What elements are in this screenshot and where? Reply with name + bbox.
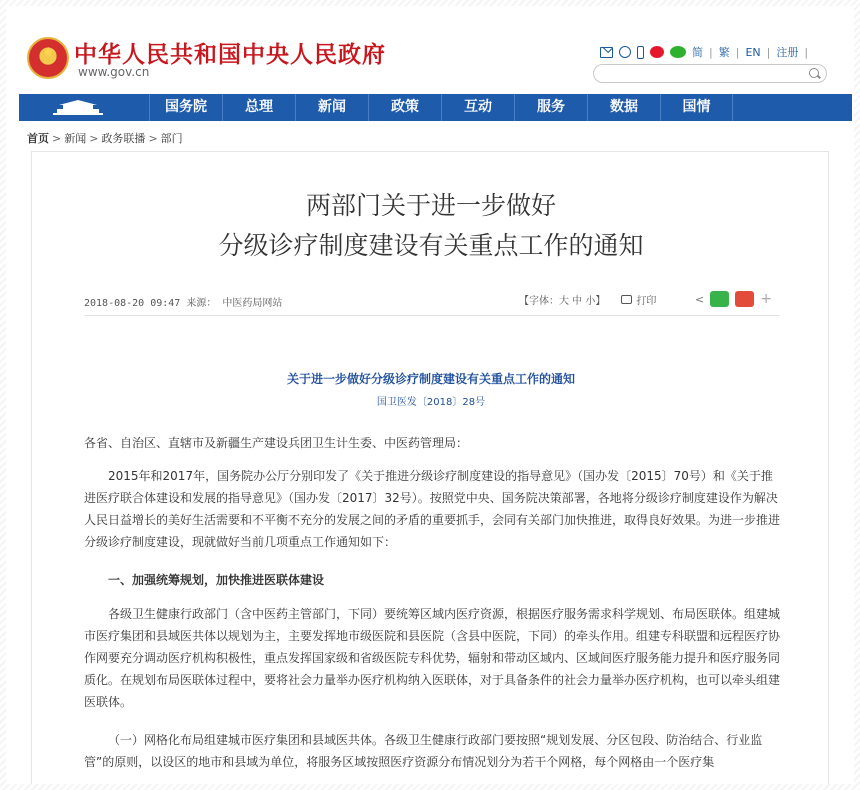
- nav-policy[interactable]: 政策: [369, 94, 442, 121]
- nav-premier[interactable]: 总理: [223, 94, 296, 121]
- search-input[interactable]: [593, 64, 827, 83]
- nav-news[interactable]: 新闻: [296, 94, 369, 121]
- share-bar: [695, 291, 772, 307]
- divider: |: [766, 45, 771, 59]
- divider: |: [735, 45, 740, 59]
- paragraph: 各省、自治区、直辖市及新疆生产建设兵团卫生计生委、中医药管理局：: [84, 436, 469, 450]
- nav-national-info[interactable]: 国情: [661, 94, 733, 121]
- print-button[interactable]: 打印: [636, 296, 657, 307]
- wechat-share-icon[interactable]: [710, 291, 729, 307]
- header-toolbar: [600, 44, 808, 60]
- divider: |: [804, 45, 809, 59]
- breadcrumb-gov-broadcast[interactable]: 政务联播: [101, 132, 146, 145]
- main-nav: [19, 94, 852, 121]
- site-domain: www.gov.cn: [78, 65, 150, 79]
- lang-traditional-link[interactable]: 繁: [718, 46, 730, 59]
- breadcrumb-separator: >: [52, 132, 62, 145]
- nav-interaction[interactable]: 互动: [442, 94, 515, 121]
- page: [6, 6, 854, 784]
- section-heading: 一、加强统筹规划，加快推进医联体建设: [108, 573, 325, 587]
- article-tools: [519, 292, 656, 307]
- breadcrumb-separator: >: [148, 132, 158, 145]
- lang-english-link[interactable]: EN: [745, 45, 761, 59]
- divider: |: [709, 45, 713, 59]
- nav-home-tiananmen[interactable]: [19, 94, 150, 121]
- nav-state-council[interactable]: 国务院: [150, 94, 223, 121]
- more-share-icon[interactable]: +: [760, 291, 772, 307]
- print-icon[interactable]: [621, 295, 632, 304]
- share-icon[interactable]: <: [695, 292, 705, 306]
- lang-simplified-link[interactable]: 简: [692, 46, 703, 59]
- nav-data[interactable]: 数据: [588, 94, 661, 121]
- paragraph: 2015年和2017年，国务院办公厅分别印发了《关于推进分级诊疗制度建设的指导意见》（国办发〔2015〕70号）和《关于推进医疗联合体建设和发展的指导意见》（国办发〔2017〕32号）。按照党中央、国务院决策部署，各地将分级诊疗制度建设作为解决人民日益增长的美好生活需要和不平衡不充分的发展之间的矛盾的重要抓手，会同有关部门加快推进，取得良好效果。为进一步推进分级诊疗制度建设，现就做好当前几项重点工作通知如下：: [84, 469, 781, 549]
- wechat-icon[interactable]: [670, 46, 686, 58]
- document-number: 国卫医发〔2018〕28号: [376, 397, 486, 408]
- article-title-line1: 两部门关于进一步做好: [305, 191, 556, 220]
- paragraph: （一）网格化布局组建城市医疗集团和县域医共体。各级卫生健康行政部门要按照“规划发展、分区包段、防治结合、行业监管”的原则，以设区的地市和县域为单位，将服务区域按照医疗资源分布情况划分为若干个网格，每个网格由一个医疗集: [84, 733, 763, 769]
- document-title: 关于进一步做好分级诊疗制度建设有关重点工作的通知: [286, 372, 575, 386]
- breadcrumb-home[interactable]: 首页: [27, 132, 49, 145]
- font-size-control[interactable]: 【字体：大 中 小】: [519, 296, 606, 307]
- divider: [84, 315, 780, 316]
- article-title-line2: 分级诊疗制度建设有关重点工作的通知: [218, 231, 644, 260]
- register-link[interactable]: 注册: [776, 46, 799, 59]
- mail-icon[interactable]: [600, 47, 613, 58]
- site-title[interactable]: 中华人民共和国中央人民政府: [74, 42, 386, 68]
- nav-services[interactable]: 服务: [515, 94, 588, 121]
- national-emblem-icon[interactable]: ★: [27, 37, 69, 79]
- article-meta: 2018-08-20 09:47 来源： 中医药局网站: [84, 298, 283, 309]
- rss-icon[interactable]: [619, 46, 631, 58]
- article-panel: [31, 151, 829, 784]
- breadcrumb-departments[interactable]: 部门: [160, 132, 183, 145]
- breadcrumb: [27, 130, 183, 146]
- paragraph: 各级卫生健康行政部门（含中医药主管部门，下同）要统筹区域内医疗资源，根据医疗服务需求科学规划、布局医联体。组建城市医疗集团和县域医共体以规划为主，主要发挥地市级医院和县医院（含县中医院，下同）的牵头作用。组建专科联盟和远程医疗协作网要充分调动医疗机构积极性，重点发挥国家级和省级医院专科优势，辐射和带动区域内、区域间医疗服务能力提升和医疗服务同质化。在规划布局医联体过程中，要将社会力量举办医疗机构纳入医联体，对于具备条件的社会力量举办医疗机构，也可以牵头组建医联体。: [84, 607, 781, 709]
- weibo-share-icon[interactable]: [735, 291, 754, 307]
- breadcrumb-news[interactable]: 新闻: [64, 132, 87, 145]
- breadcrumb-separator: >: [89, 132, 99, 145]
- weibo-icon[interactable]: [650, 46, 664, 58]
- search-icon[interactable]: [809, 68, 819, 78]
- mobile-icon[interactable]: [637, 46, 644, 59]
- article-title: [32, 186, 830, 266]
- tiananmen-icon: [53, 100, 103, 115]
